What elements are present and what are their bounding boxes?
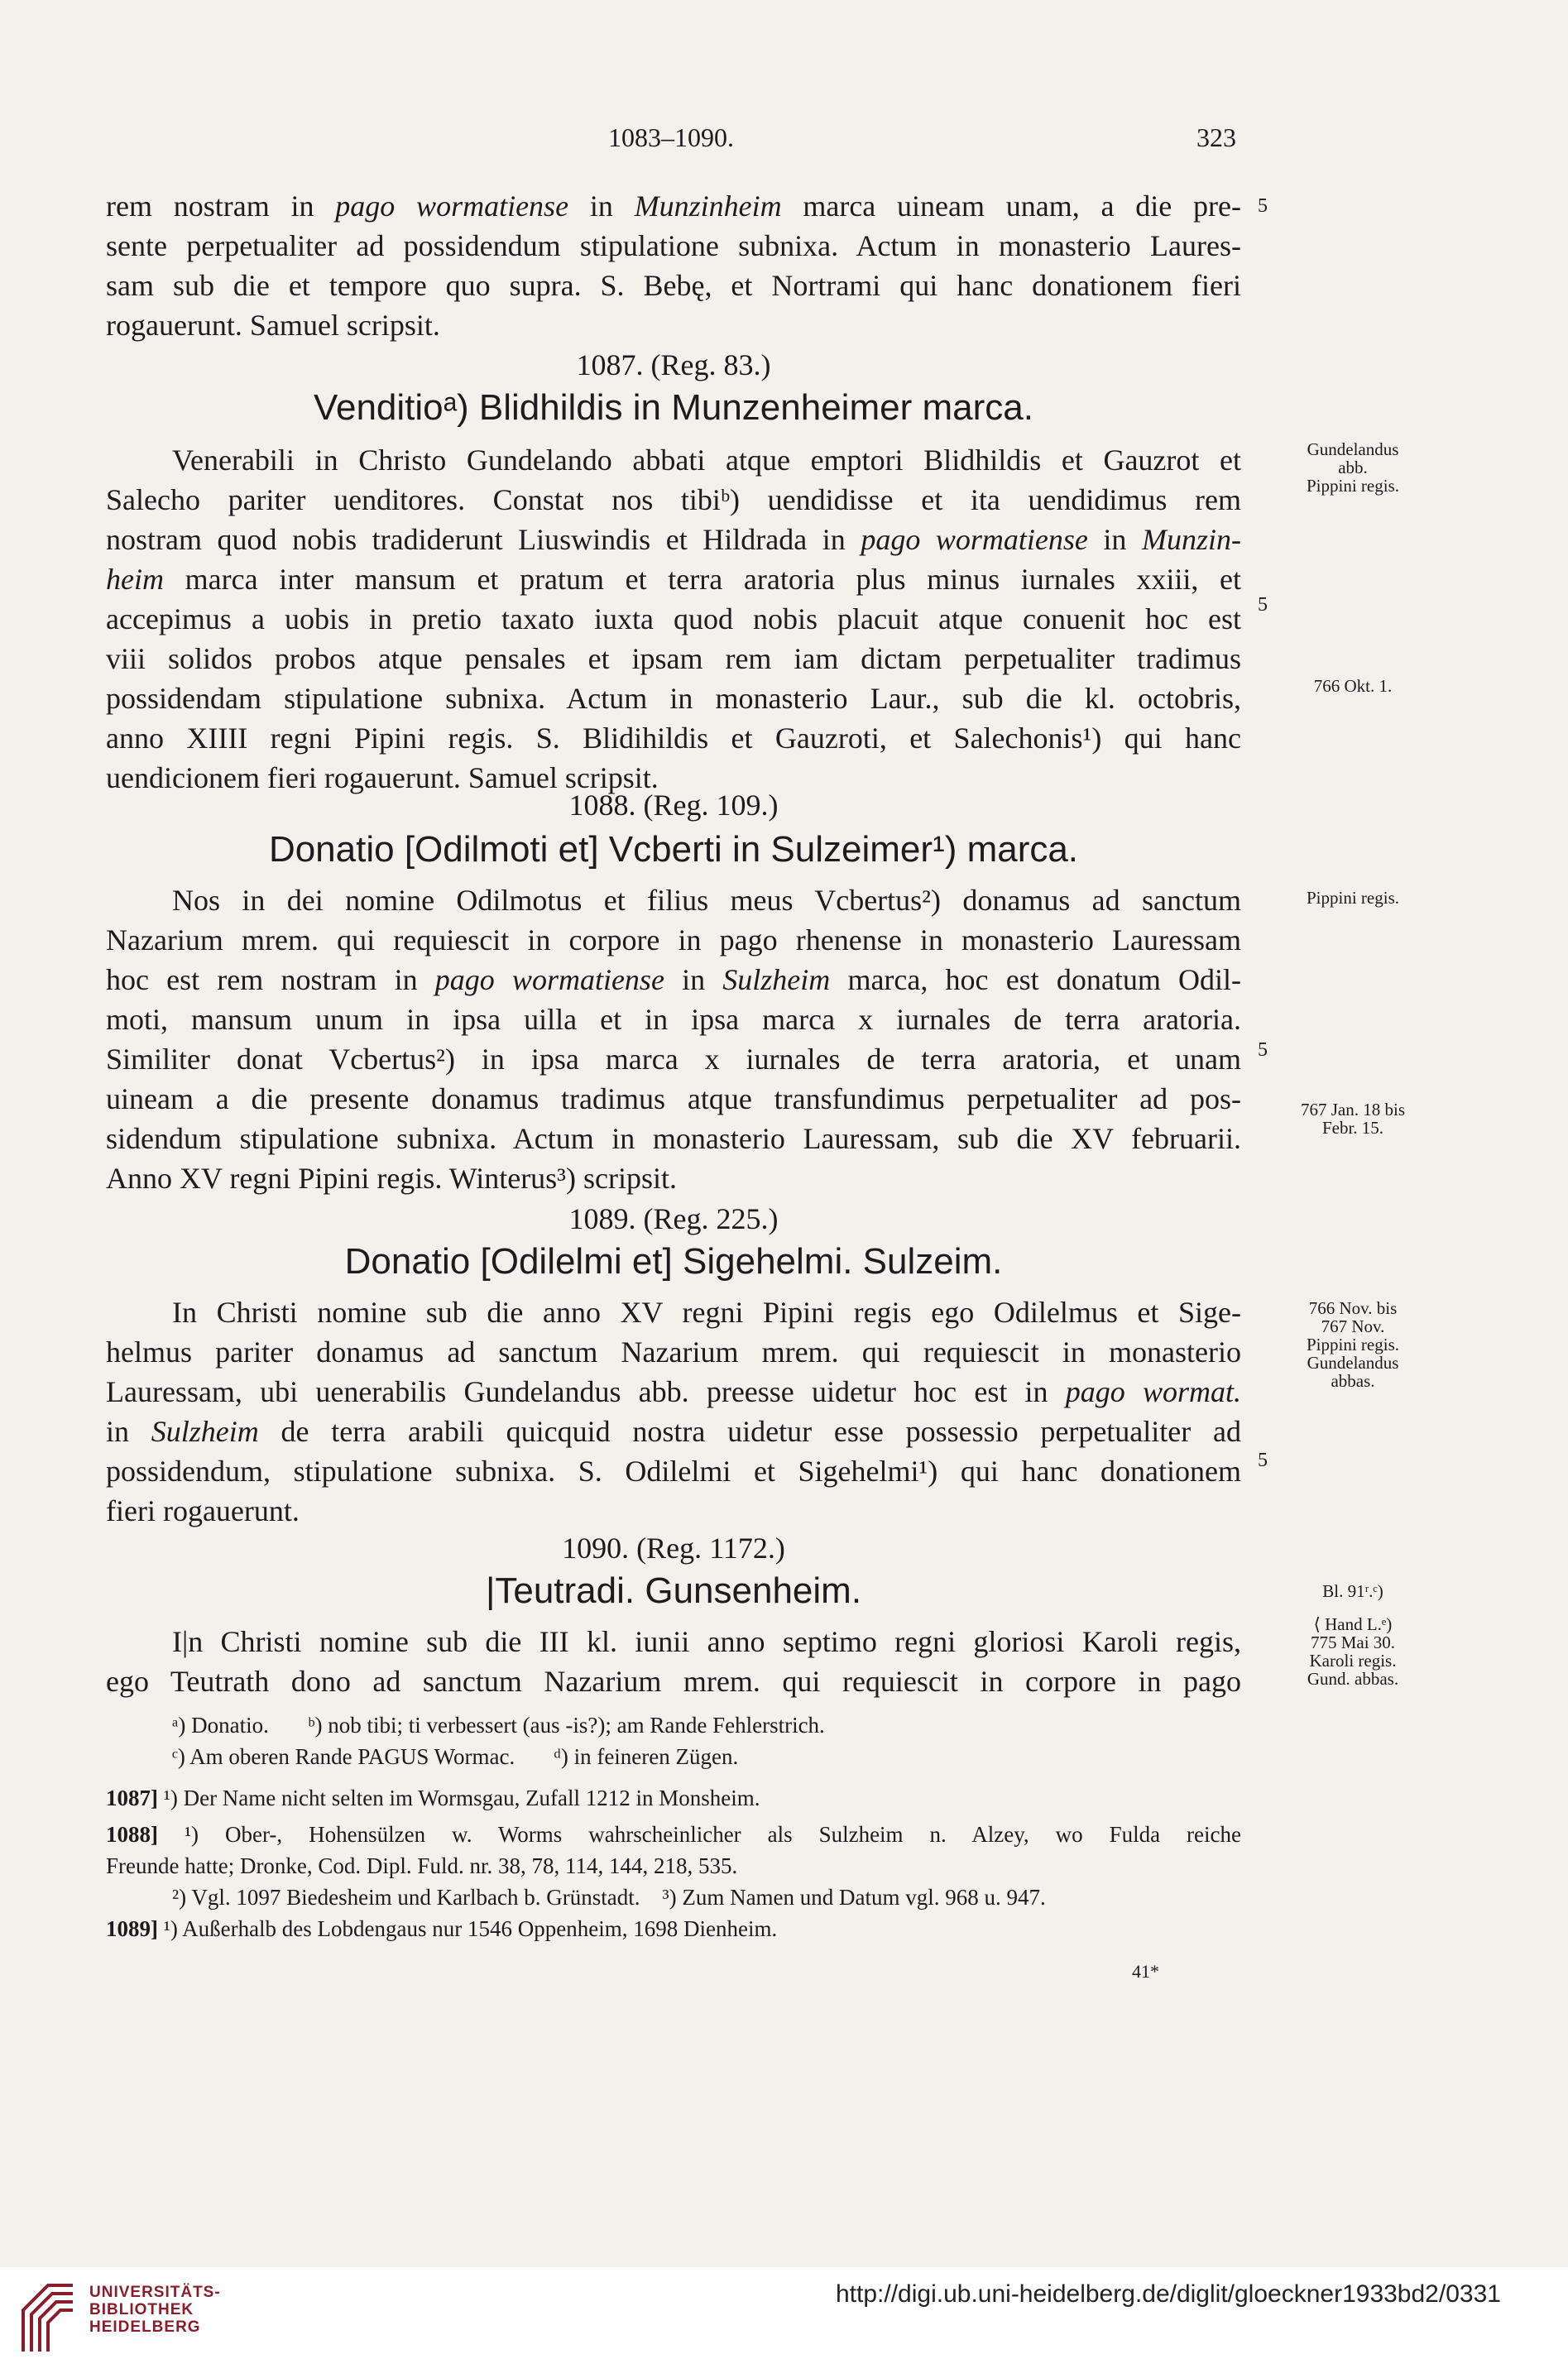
entry-number: 1090. (Reg. 1172.) <box>562 1532 785 1565</box>
margin-note: 766 Nov. bis 767 Nov. Pippini regis. Gundelandus abbas. <box>1306 1298 1399 1391</box>
margin-date: 767 Jan. 18 bis Febr. 15. <box>1301 1100 1405 1138</box>
entry-number: 1087. (Reg. 83.) <box>576 348 771 381</box>
margin-note: Gundelandus abb. Pippini regis. <box>1306 439 1399 496</box>
library-logo-icon <box>15 2277 81 2360</box>
margin-note: Pippini regis. <box>1306 888 1399 908</box>
entry-title: Venditioᵃ) Blidhildis in Munzenheimer marca. <box>314 387 1033 428</box>
signature-mark: 41* <box>1132 1961 1159 1982</box>
line-number: 5 <box>1258 1039 1268 1061</box>
page-number: 323 <box>1196 122 1236 152</box>
margin-note: Bl. 91ʳ.ᶜ) <box>1322 1581 1383 1601</box>
document-page: 1083–1090. 323 rem nostram in pago wormatiense in Munzinheim marca uineam unam, a die pre- sente perpetualiter ad possidendum stipulatione subnixa. Actum in monasterio Laures- sam sub die et tempore quo supra. S. Bebę, et Nortrami qui hanc donationem fieri rogauerunt. Samuel scripsit. 5 1087. (Reg. 83.) Venditioᵃ) Blidhildis in Munzenheimer marca. Venerabili in Christo Gundelando abbati atque emptori Blidhildis et Gauzrot et Salecho pariter uenditores. Constat nos tibiᵇ) uendidisse et ita uendidimus rem nostram quod nobis tradiderunt Liuswindis et Hildrada in pago wormatiense in Munzin- heim marca inter mansum et pratum et terra aratoria plus minus iurnales xxiii, et accepimus a uobis in pretio taxato iuxta quod nobis placuit atque conuenit hoc est viii solidos probos atque pensales et ipsam rem iam dictam perpetualiter tradimus possidendam stipulatione subnixa. Actum in monasterio Laur., sub die kl. octobris, anno XIIII regni Pipini regis. S. Blidihildis et Gauzroti, et Salechonis¹) qui hanc uendicionem fieri rogauerunt. Samuel scripsit. 5 1088. (Reg. 109.) Donatio [Odilmoti et] Vcberti in Sulzeimer¹) marca. Nos in dei nomine Odilmotus et filius meus Vcbertus²) donamus ad sanctum Nazarium mrem. qui requiescit in corpore in pago rhenense in monasterio Lauressam hoc est rem nostram in pago wormatiense in Sulzheim marca, hoc est donatum Odil- moti, mansum unum in ipsa uilla et in ipsa marca x iurnales de terra aratoria. Similiter donat Vcbertus²) in ipsa marca x iurnales de terra aratoria, et unam uineam a die presente donamus tradimus atque transfundimus perpetualiter ad pos- sidendum stipulatione subnixa. Actum in monasterio Lauressam, sub die XV februarii. Anno XV regni Pipini regis. Winterus³) scripsit. 5 1089. (Reg. 225.) Donatio [Odilelmi et] Sigehelmi. Sulzeim. In Christi nomine sub die anno XV regni Pipini regis ego Odilelmus et Sige- helmus pariter donamus ad sanctum Nazarium mrem. qui requiescit in monasterio Lauressam, ubi uenerabilis Gundelandus abb. preesse uidetur hoc est in pago wormat. in Sulzheim de terra arabili quicquid nostra uidetur esse possessio perpetualiter ad possidendum, stipulatione subnixa. S. Odilelmi et Sigehelmi¹) qui hanc donationem fieri rogauerunt. 5 1090. (Reg. 1172.) |Teutradi. Gunsenheim. I|n Christi nomine sub die III kl. iunii anno septimo regni gloriosi Karoli regis, ego Teutrath dono ad sanctum Nazarium mrem. qui requiescit in corpore in pago Gundelandus abb. Pippini regis. 766 Okt. 1. Pippini regis. 767 Jan. 18 bis Febr. 15. 766 Nov. bis 767 Nov. Pippini regis. Gundelandus abbas. Bl. 91ʳ.ᶜ) ⟨ Hand L.ᵉ) 775 Mai 30. Karoli regis. Gund. abbas. ᵃ) Donatio. ᵇ) nob tibi; ti verbessert (aus -is?); am Rande Fehlerstrich. ᶜ) Am oberen Rande PAGUS Wormac. ᵈ) in feineren Zügen. 1087] ¹) Der Name nicht selten im Wormsgau, Zufall 1212 in Monsheim. 1088] ¹) Ober-, Hohensülzen w. Worms wahrscheinlicher als Sulzheim n. Alzey, wo Fulda reiche Freunde hatte; Dronke, Cod. Dipl. Fuld. nr. 38, 78, 114, 144, 218, 535. ²) Vgl. 1097 Biedesheim und Karlbach b. Grünstadt. ³) Zum Namen und Datum vgl. 968 u. 947. 1089] ¹) Außerhalb des Lobdengaus nur 1546 Oppenheim, 1698 Dienheim. 41* <box>0 0 1568 2267</box>
entry-title: Donatio [Odilelmi et] Sigehelmi. Sulzeim. <box>344 1241 1003 1282</box>
line-number: 5 <box>1258 594 1268 616</box>
entry-number: 1089. (Reg. 225.) <box>568 1202 779 1235</box>
entry-title: |Teutradi. Gunsenheim. <box>485 1570 862 1611</box>
margin-date: 766 Okt. 1. <box>1313 676 1393 696</box>
library-name: UNIVERSITÄTS- BIBLIOTHEK HEIDELBERG <box>89 2284 221 2336</box>
footnotes: ᵃ) Donatio. ᵇ) nob tibi; ti verbessert (aus -is?); am Rande Fehlerstrich. ᶜ) Am oberen Rande PAGUS Wormac. ᵈ) in feineren Zügen. 1087] ¹) Der Name nicht selten im Wormsgau, Zufall 1212 in Monsheim. 1088] ¹) Ober-, Hohensülzen w. Worms wahrscheinlicher als Sulzheim n. Alzey, wo Fulda reiche Freunde hatte; Dronke, Cod. Dipl. Fuld. nr. 38, 78, 114, 144, 218, 535. ²) Vgl. 1097 Biedesheim und Karlbach b. Grünstadt. ³) Zum Namen und Datum vgl. 968 u. 947. 1089] ¹) Außerhalb des Lobdengaus nur 1546 Oppenheim, 1698 Dienheim. <box>106 1713 1241 1941</box>
line-number: 5 <box>1258 1450 1268 1471</box>
source-url-link[interactable]: http://digi.ub.uni-heidelberg.de/diglit/gloeckner1933bd2/0331 <box>836 2280 1501 2308</box>
entry-title: Donatio [Odilmoti et] Vcberti in Sulzeimer¹) marca. <box>268 829 1079 870</box>
intro-paragraph: rem nostram in pago wormatiense in Munzinheim marca uineam unam, a die pre- sente perpetualiter ad possidendum stipulatione subnixa. Actum in monasterio Laures- sam sub die et tempore quo supra. S. Bebę, et Nortrami qui hanc donationem fieri rogauerunt. Samuel scripsit. <box>106 189 1241 342</box>
entry-number: 1088. (Reg. 109.) <box>568 789 779 822</box>
margin-note: ⟨ Hand L.ᵉ) 775 Mai 30. Karoli regis. Gund. abbas. <box>1307 1614 1399 1689</box>
line-number: 5 <box>1258 195 1268 217</box>
running-header-range: 1083–1090. <box>608 122 734 152</box>
